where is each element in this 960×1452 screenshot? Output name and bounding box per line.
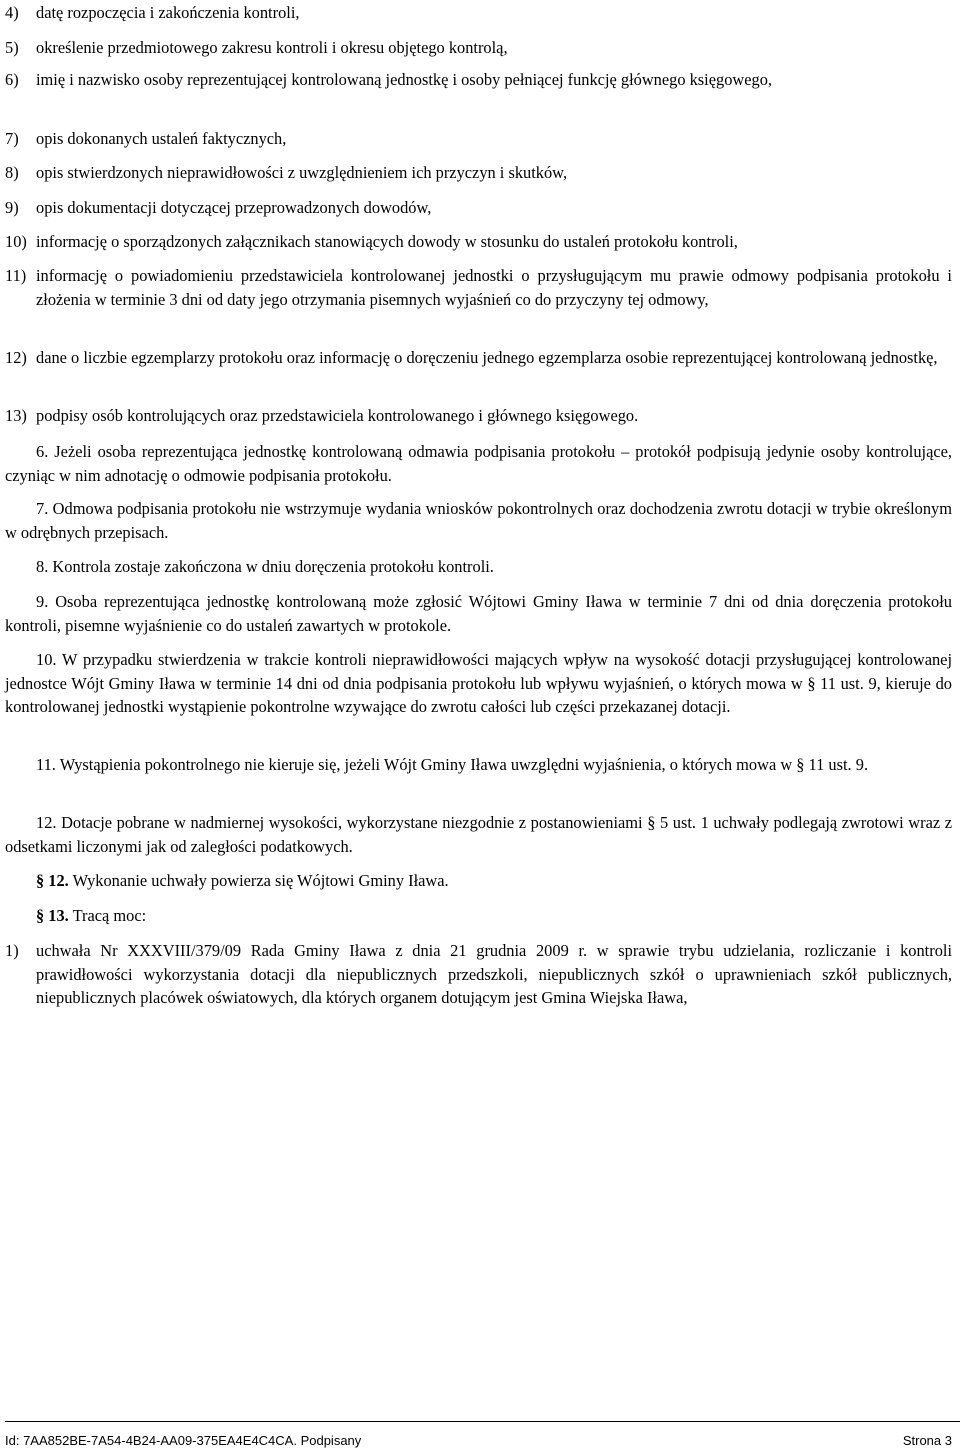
paragraph-text: Odmowa podpisania protokołu nie wstrzymuje wydania wniosków pokontrolnych oraz dochodzenia zwrotu dotacji w trybie określonym w odrębnych przepisach. [5, 499, 952, 542]
item-number: 8) [5, 163, 19, 182]
item-5 [5, 36, 952, 60]
paragraph-text: Kontrola zostaje zakończona w dniu doręczenia protokołu kontroli. [52, 557, 494, 576]
paragraph-6 [5, 440, 952, 487]
paragraph-text: Dotacje pobrane w nadmiernej wysokości, wykorzystane niezgodnie z postanowieniami § 5 ust. 1 uchwały podlegają zwrotowi wraz z odsetkami liczonymi jak od zaległości podatkowych. [5, 813, 952, 856]
paragraph-10 [5, 648, 952, 719]
section-13 [5, 904, 952, 928]
item-text: opis dokonanych ustaleń faktycznych, [36, 129, 287, 148]
section-number: § 12. [36, 871, 69, 890]
item-8 [5, 161, 952, 185]
item-number: 5) [5, 38, 19, 57]
section-12 [5, 869, 952, 893]
section-text: Wykonanie uchwały powierza się Wójtowi Gminy Iława. [72, 871, 449, 890]
paragraph-number: 11. [36, 755, 56, 774]
item-number: 9) [5, 198, 19, 217]
document-id: Id: 7AA852BE-7A54-4B24-AA09-375EA4E4C4CA. Podpisany [5, 1433, 362, 1448]
paragraph-text: Jeżeli osoba reprezentująca jednostkę kontrolowaną odmawia podpisania protokołu – protokół podpisują jedynie osoby kontrolujące, czyniąc w nim adnotację o odmowie podpisania protokołu. [5, 442, 952, 485]
page-number: Strona 3 [902, 1433, 952, 1448]
paragraph-number: 6. [36, 442, 49, 461]
paragraph-number: 7. [36, 499, 49, 518]
paragraph-number: 12. [36, 813, 57, 832]
section-number: § 13. [36, 906, 69, 925]
item-number: 6) [5, 70, 19, 89]
item-number: 4) [5, 3, 19, 22]
item-number: 13) [5, 406, 27, 425]
paragraph-text: W przypadku stwierdzenia w trakcie kontroli nieprawidłowości mających wpływ na wysokość dotacji przysługującej kontrolowanej jednostce Wójt Gminy Iława w terminie 14 dni od dnia podpisania protokołu lub wpływu wyjaśnień, o których mowa w § 11 ust. 9, kieruje do kontrolowanej jednostki wystąpienie pokontrolne wzywające do zwrotu całości lub części przekazanej dotacji. [5, 650, 953, 716]
item-number: 7) [5, 129, 19, 148]
item-6 [5, 68, 952, 92]
item-7 [5, 127, 952, 151]
section-text: Tracą moc: [72, 906, 147, 925]
repealed-item-1 [5, 939, 952, 1010]
item-text: dane o liczbie egzemplarzy protokołu oraz informację o doręczeniu jednego egzemplarza osobie reprezentującej kontrolowaną jednostkę, [36, 348, 938, 367]
paragraph-text: Osoba reprezentująca jednostkę kontrolowaną może zgłosić Wójtowi Gminy Iława w terminie 7 dni od dnia doręczenia protokołu kontroli, pisemne wyjaśnienie co do ustaleń zawartych w protokole. [5, 592, 952, 635]
item-text: uchwała Nr XXXVIII/379/09 Rada Gminy Iława z dnia 21 grudnia 2009 r. w sprawie trybu udzielania, rozliczanie i kontroli prawidłowości wykorzystania dotacji dla niepublicznych przedszkoli, niepublicznych szkół o uprawnieniach szkół publicznych, niepublicznych placówek oświatowych, dla których organem dotującym jest Gmina Wiejska Iława, [36, 941, 952, 1007]
paragraph-8 [5, 555, 952, 579]
item-text: podpisy osób kontrolujących oraz przedstawiciela kontrolowanego i głównego księgowego. [36, 406, 639, 425]
item-number: 1) [5, 941, 19, 960]
item-number: 11) [5, 266, 27, 285]
footer-divider [5, 1421, 960, 1422]
item-11 [5, 264, 952, 311]
item-text: datę rozpoczęcia i zakończenia kontroli, [36, 3, 300, 22]
item-text: określenie przedmiotowego zakresu kontroli i okresu objętego kontrolą, [36, 38, 508, 57]
paragraph-9 [5, 590, 952, 637]
item-number: 10) [5, 232, 27, 251]
item-text: informację o sporządzonych załącznikach stanowiących dowody w stosunku do ustaleń protokołu kontroli, [36, 232, 738, 251]
paragraph-number: 10. [36, 650, 57, 669]
item-4 [5, 1, 952, 25]
paragraph-text: Wystąpienia pokontrolnego nie kieruje się, jeżeli Wójt Gminy Iława uwzględni wyjaśnienia, o których mowa w § 11 ust. 9. [59, 755, 869, 774]
paragraph-11 [5, 753, 952, 777]
item-10 [5, 230, 952, 254]
item-text: opis stwierdzonych nieprawidłowości z uwzględnieniem ich przyczyn i skutków, [36, 163, 568, 182]
item-text: informację o powiadomieniu przedstawiciela kontrolowanej jednostki o przysługującym mu prawie odmowy podpisania protokołu i złożenia w terminie 3 dni od daty jego otrzymania pisemnych wyjaśnień co do przyczyny tej odmowy, [36, 266, 952, 309]
item-text: imię i nazwisko osoby reprezentującej kontrolowaną jednostkę i osoby pełniącej funkcję głównego księgowego, [36, 70, 773, 89]
item-text: opis dokumentacji dotyczącej przeprowadzonych dowodów, [36, 198, 432, 217]
paragraph-number: 9. [36, 592, 49, 611]
paragraph-number: 8. [36, 557, 49, 576]
paragraph-12 [5, 811, 952, 858]
item-number: 12) [5, 348, 27, 367]
item-13 [5, 404, 952, 428]
paragraph-7 [5, 497, 952, 544]
item-12 [5, 346, 952, 370]
item-9 [5, 196, 952, 220]
